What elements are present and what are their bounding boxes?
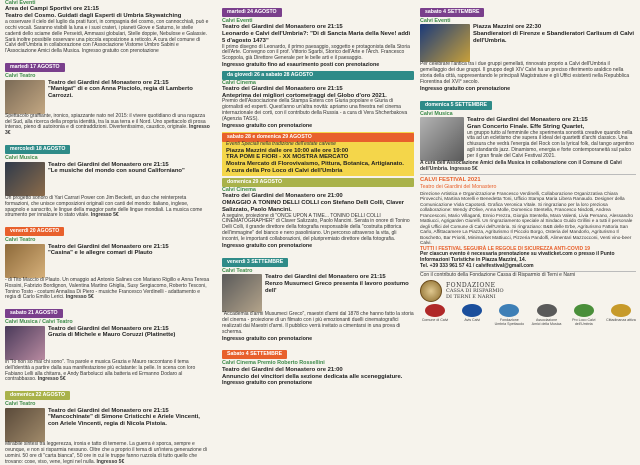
- event-text: - di Tito Maccio di Plauto. Un omaggio ad Antonio Salines con Mariano Rigillo e Anna Teresa Rossini, Fabrizio Bordignon, Valentina Martino Ghiglia, Susy Sergiacomo, Roberto Tesconi, Tonino Tosto - costumi Annalisa Di Piero - musiche Francesco Verdinelli - adattamento e regia di Carlo Emilio Lerici. Ingresso 5€: [5, 276, 210, 301]
- event-tag: Calvi Teatro: [5, 401, 36, 408]
- event-price: Ingresso gratuito con prenotazione: [222, 335, 313, 342]
- event-tag: Calvi Musica / Calvi Teatro: [5, 319, 73, 326]
- top-title: Area dei Campi Sportivi ore 21:15: [5, 6, 99, 13]
- event-photo: [420, 24, 470, 62]
- event-tag: Calvi Teatro: [5, 237, 36, 244]
- event-photo: [5, 80, 45, 114]
- date-bar: sabato 21 AGOSTO: [5, 309, 63, 318]
- event-venue: Teatro dei Giardini del Monastero ore 21:00: [222, 193, 343, 200]
- event-title: OMAGGIO A TONINO DELLI COLLI con Stefano Delli Colli, Claver Salizzato, Paolo Mancini.: [222, 200, 405, 213]
- avis-icon: [462, 304, 482, 317]
- sponsor-logos: [420, 304, 636, 326]
- event-venue: Teatro dei Giardini del Monastero ore 21:15: [467, 117, 588, 124]
- column-left: [5, 0, 210, 465]
- column-middle: [222, 0, 414, 442]
- special-event-box: [222, 132, 414, 177]
- event-title: Sbandieratori di Firenze e Sbandieratori Carlisum di Calvi dell'Umbria.: [473, 31, 635, 44]
- event-tag: Calvi Teatro: [222, 267, 253, 274]
- event-tag: Calvi Cinema: [222, 186, 256, 193]
- event-venue: Teatro dei Giardini del Monastero ore 21:15: [265, 274, 386, 281]
- event-text: Mirabile sintesi tra leggerezza, ironia e tatto di temerne. La guerra è sporca, sempre e ovunque, e non si risparmia nessuno. Oltre che a proprio il tema di un'intera generazione di uomini. 50 ore di "carta bianca", 50 ore in cui le truppe fanno ruzzola di tutto quello che trovano: cose, viso, vene, legni nel nulla. Ingresso 5€: [5, 440, 207, 465]
- event-tag: Calvi Cinema: [222, 79, 256, 86]
- event-entry: [420, 24, 636, 62]
- event-venue: Teatro dei Giardini del Monastero ore 21:15: [48, 325, 169, 332]
- event-title: "Mancochinate" di Simone Cristicchi e Ariele Vincenti, con Ariele Vincenti, regia di Nicola Pistoia.: [48, 414, 200, 428]
- event-entry: [5, 326, 210, 360]
- festival-credits: Direzione Artistica e Organizzazione Francesco Verdinelli, Collaborazione Organizzativa Chiara Pirovecchi, Martina Morelli e Benedetta Toni, Ufficio Stampa Maria Libera Ranaudo. Designer della Comunicazione Viola Capotosti. Grafica Veronica Vitale. Si ringraziano per la loro preziosa collaborazione: Wendy d'Olive, Anna Molle, Domenico Stentella, Francesco Nisdotti, Andrea Francesconi, Mario Villaganti, Ennio Frezza, Giorgia Stentella, Mara Valenti, Livia Persano, Alessandro Mattiucci, Agrigarden Giurelli. Un ringraziamento speciale al Sindaco Guido Grillini e a tutti il personale degli Uffici del Comune di Calvi dell'Umbria. Si ringraziano: B&B delle Erbe, Agriturismo Fattoria San Carlo, Affittacamere La Piazza, Agriturismo Il Piccolo Borgo, Osteria del Mandorlo, Agriturismo Il Boschetto, Bar Prioriti, Minimarket Mattiucci, Pizzeria Pandolfi, Alimentari Mazzocconi, Venti vino-beer Calvi.: [420, 190, 633, 246]
- event-text: Per celebrare l'antica tra i due gruppi gemellati, rinnovato proprio a Calvi dell'Umbria il gemellaggio dei due gruppi. Il gruppo degli XIV Calvi ha un preciso riferimento araldico nella storia della città, rappresentando le principali Magistrature e gli Uffici esistenti nella Repubblica Fiorentina del XVI° secolo.: [420, 61, 630, 86]
- event-venue: Teatro dei Giardini del Monastero ore 21:15: [48, 243, 169, 250]
- event-title: "Casina" e le allegre comari di Plauto: [48, 250, 153, 257]
- event-venue: Teatro dei Giardini del Monastero ore 21:15: [48, 161, 169, 168]
- logo-cittadinanza: Cittadinanza attiva: [606, 304, 636, 322]
- logo-pro-loco: Pro Loco Calvi dell'Umbria: [569, 304, 599, 326]
- event-photo: [5, 326, 45, 360]
- event-photo: [420, 117, 464, 161]
- event-entry: [420, 117, 636, 161]
- column-right: [420, 0, 636, 442]
- logo-avis: Avis Calvi: [457, 304, 487, 322]
- event-tag: Calvi Musica: [5, 155, 38, 162]
- logo-amici-musica: Associazione Amici della Musica: [532, 304, 562, 326]
- foundation-name: FONDAZIONE: [446, 281, 496, 289]
- special-line: A cura della Pro Loco di Calvi dell'Umbria: [226, 167, 343, 174]
- date-bar: martedì 17 AGOSTO: [5, 63, 65, 72]
- special-subhead: Eventi Speciali nella tradizione dell'estate calvese: [226, 140, 336, 147]
- foundation-name: DI TERNI E NARNI: [446, 293, 496, 300]
- festival-title: CALVI FESTIVAL 2021: [420, 176, 481, 183]
- event-price: Ingresso gratuito con prenotazione: [222, 243, 313, 250]
- event-title: Annuncio dei vincitori della sezione dedicata alle sceneggiature.: [222, 373, 403, 380]
- music-icon: [537, 304, 557, 317]
- event-price: Ingresso gratuito con prenotazione: [222, 380, 313, 387]
- fus-icon: [499, 304, 519, 317]
- event-entry: [222, 274, 414, 312]
- event-text: Spettacolo graffiante, ironico, spiazzante nato nel 2015: il vivere quotidiano di una ragazza del Sud, alla ricerca della propria identità, tra la sua terra e il Nord. Uno spettacolo di prosa intenso, pieno di autoironia e di contraddizioni. Divertentissimo, caustico, originale. Ingresso 3€: [5, 112, 210, 137]
- event-text: un gruppo tutto al femminile che sperimenta sonorità creative quando nella vita ad un ecletismo che supera il ideal dei quartetti d'archi classico. Una chiusura che vedrà l'energia del Rock con la lyrical folk, dal tango argentino agli standards jazz. Dinamismo, energia e forte contemporaneità sul palco per il gran finale del Calvi Festival 2021.: [467, 129, 634, 160]
- date-bar: domenica 22 AGOSTO: [5, 391, 70, 400]
- pro-loco-icon: [574, 304, 594, 317]
- divider: [420, 174, 636, 175]
- special-head: sabato 28 e domenica 29 AGOSTO: [222, 133, 414, 142]
- event-title: "Manigat" di e con Anna Pisciolo, regia di Lamberto Carrozzi.: [48, 86, 193, 100]
- event-title: Leonardo e Calvi dell'Umbria?: "Di di Sancta Maria della Neve! addì 5 d'agosto 1473": [222, 31, 411, 44]
- event-photo: [222, 274, 262, 312]
- date-bar: venerdì 20 AGOSTO: [5, 227, 64, 236]
- logo-comune-calvi: Comune di Calvi: [420, 304, 450, 322]
- top-text: a osservare il cielo del luglio da prati fuori, in compagnia del cosmo, con cannocchiali, può e occhi vocali. Saranno visibili la luna e i suoi crateri, i pianeti Giove e Saturno, le stelle cadenti dello sciame delle Perseidi, Ammassi globulari, Stelle doppie, Nebulose e Galassie. Sarà inoltre possibile osservare una piccola esposizione a reticolo. A cura del comune di Calvi dell'Umbria in collaborazione con l'Associazione Vistome Umbro Sabini e l'Associazione Amici della Musica. Ingresso gratuito con prenotazione: [5, 18, 209, 55]
- date-bar: venerdì 3 SETTEMBRE: [222, 258, 288, 267]
- event-venue: Teatro dei Giardini del Monastero ore 21:15: [48, 407, 169, 414]
- event-photo: [5, 244, 45, 278]
- event-title: Renzo Musumeci Greco presenta il lavoro postumo dell': [265, 280, 409, 294]
- event-text-2: A cura dell'Associazione Amici della Musica in collaborazione con il Comune di Calvi dell'Umbria. Ingresso 5€: [420, 160, 622, 173]
- special-line: Mostra Mercato di Florovivaismo, Pittura, Botanica, Artigianato.: [226, 160, 404, 167]
- event-tag: Calvi Eventi: [420, 18, 451, 24]
- event-venue: Piazza Mazzini ore 22:30: [473, 24, 542, 31]
- event-price: Ingresso gratuito con prenotazione: [222, 122, 313, 129]
- date-bar: da giovedì 26 a sabato 28 AGOSTO: [222, 71, 414, 80]
- top-subtitle: Teatro del Cosmo. Guidati dagli Esperti di Umbria Skywatching: [5, 13, 182, 20]
- event-tag: Calvi Cinema Premio Roberto Rossellini: [222, 360, 325, 367]
- booking-info: Per ciascun evento è necessaria prenotazione su vivaticket.com o presso il Punto Informazioni Turistiche in Piazza Mazzini, 14.: [420, 250, 615, 263]
- event-text: Il primo disegno di Leonardo, il primo paesaggio, soggetto e protagonista della Storia dell'Arte. Convegno con il prof. Vittorio Sgarbi, Storico dell'Arte e l'Arch. Francesco Scoppola, già Direttore Generale per le belle arti e il paesaggio.: [222, 43, 410, 62]
- event-title: "Le musiche del mondo con sound Californiano": [48, 168, 185, 175]
- event-price: Ingresso gratuito con prenotazione: [420, 86, 511, 93]
- event-entry: [5, 408, 210, 442]
- badge-icon: [611, 304, 631, 317]
- festival-subtitle: Teatro dei Giardini del Monastero: [420, 183, 497, 190]
- event-entry: [5, 162, 210, 196]
- event-tag: Calvi Teatro: [5, 73, 36, 80]
- event-tag: Calvi Eventi: [222, 18, 253, 24]
- special-line: TRA POMI E FIORI - XX MOSTRA MERCATO: [226, 154, 349, 161]
- event-text: A seguire, proiezione di "ONCE UPON A TIME... TONINO DELLI COLLI CINEMATOGRAPHER" di Claver Salizzato, Paolo Mancini. Serata in onore di Tonino Delli Colli, il grande direttore della fotografia responsabile della "costruita pittorica dell'immagine" del bianco e nero pasoliniano. Un percorso attraverso la vita, gli incontri, le importanti collaborazioni, del pluripremiato direttore della fotografia.: [222, 212, 410, 243]
- foundation-intro: Con il contributo della Fondazione Cassa di Risparmio di Terni e Narni: [420, 272, 576, 279]
- event-entry: [5, 80, 210, 114]
- event-text: in "Io non so mai chi sono". Tra parole e musica Grazia e Mauro raccontano il tema dell'identità a partire dalla sua manifestazione più eclatante: la pelle. In scena con loro Fabiano Lelli alla chitarra, e Andy Barbolucci alla batteria ed Ermanno Dodaro al contrabbasso. Ingresso 5€: [5, 358, 196, 383]
- event-venue: Teatro dei Giardini del Monastero ore 21:15: [222, 24, 343, 31]
- date-bar: domenica 5 SETTEMBRE: [420, 101, 492, 110]
- special-line: Piazza Mazzini dalle ore 10:00 alle ore 19:00: [226, 147, 349, 154]
- event-photo: [5, 408, 45, 442]
- event-venue: Teatro dei Giardini del Monastero ore 21:15: [48, 79, 169, 86]
- date-bar: Sabato 4 SETTEMBRE: [222, 350, 287, 359]
- event-tag: Calvi Musica: [420, 110, 453, 117]
- event-title: Gran Concerto Finale. Effe String Quartet,: [467, 123, 585, 130]
- event-text: Premio dell'Associazione della Stampa Estera con Giuria popolare e Giuria di giornalisti ed esperti. Quest'anno un'altra novità: apriamo una finestra nel cinema internazionale dei corti, con il contributo della Russia - a cura di Vera Shcherbakova (Agenzia TASS).: [222, 98, 408, 123]
- covid-notice: TUTTI I FESTIVAL SEGUIRÀ LE REGOLE DI SICUREZZA ANTI-COVID 19: [420, 245, 591, 252]
- event-text: "Accademia d'armi Musumeci Greco", maestri d'armi dal 1878 che hanno fatto la storia del cinema - proiezione di un filmato con i più emozionanti duelli cinematografici realizzati dai Maestri d'armi. Il pubblico verrà invitato a cimentarsi in una prova di scherma.: [222, 311, 414, 335]
- top-tag: Calvi Eventi: [5, 0, 36, 6]
- date-bar: martedì 24 AGOSTO: [222, 8, 282, 17]
- foundation-name: CASSA DI RISPARMIO: [446, 288, 504, 294]
- event-venue: Teatro dei Giardini del Monastero ore 21:15: [222, 85, 343, 92]
- contact-info: Tel. +39 333 961 57 41 / calvifestival@gmail.com: [420, 262, 534, 269]
- date-bar: mercoledì 18 AGOSTO: [5, 145, 70, 154]
- logo-fus: Fondazione Umbria Spettacolo: [494, 304, 524, 326]
- event-text: Un progetto sonoro di Yari Carrari Power con Jim Beckett, un duo che reinterpreta formazioni, che unisce composizioni originali con canti del mondo: italiano, inglese, spagnolo e sanscrito, le lingue della maggior parte delle lingue mondiali. La musica come strumento per innalzare lo stato vitale. Ingresso 5€: [5, 194, 203, 219]
- event-title: Grazia di Michele e Mauro Coruzzi (Platinette): [48, 332, 176, 339]
- date-bar: sabato 4 SETTEMBRE: [420, 8, 484, 17]
- comune-crest-icon: [425, 304, 445, 317]
- event-photo: [5, 162, 45, 196]
- foundation-seal-icon: [420, 280, 442, 302]
- date-bar: domenica 29 AGOSTO: [222, 178, 414, 187]
- event-title: Anteprima dei migliori cortometraggi del Globo d'oro 2021.: [222, 92, 387, 99]
- event-price: Ingresso gratuito fino ad esaurimento posti con prenotazione: [222, 62, 380, 69]
- event-venue: Teatro dei Giardini del Monastero ore 21:00: [222, 366, 343, 373]
- event-entry: [5, 244, 210, 278]
- foundation-block: [420, 280, 636, 302]
